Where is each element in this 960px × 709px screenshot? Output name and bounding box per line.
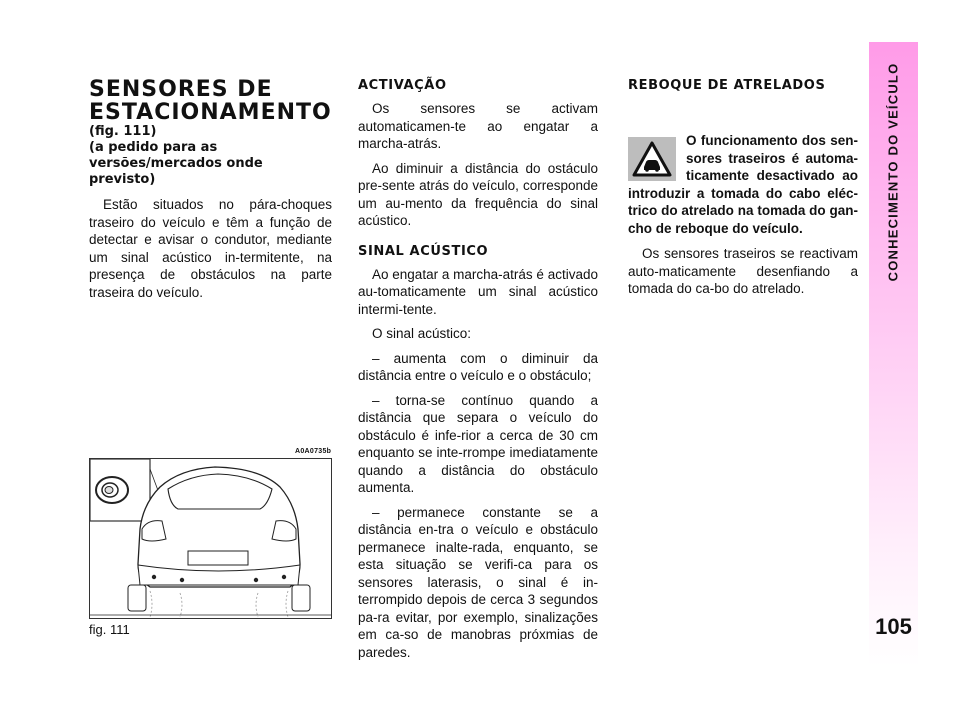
warning-text: O funcionamento dos sen-sores traseiros é automa-ticamente desactivado ao introduzir a tomada do cabo eléc-trico do atrelado na tomada do gan-cho de reboque do veículo. [628, 133, 858, 236]
signal-bullet-3: – permanece constante se a distância en-tra o veículo e obstáculo permanece inalte-rada, enquanto, se esta situação se verifi-ca para os sensores laterasis, o sinal é in-terrompido depois de cerca 3 segundos pa-ra evitar, por exemplo, sinalizações em ca-so de manobras próxmias de paredes. [358, 504, 598, 660]
section-title: CONHECIMENTO DO VEÍCULO [885, 62, 901, 282]
figure-code: A0A0735b [295, 448, 332, 455]
column-left [89, 78, 332, 308]
signal-paragraph-2: O sinal acústico: [372, 326, 472, 341]
page-title-line1: SENSORES DE [89, 77, 273, 102]
heading-trailer-towing: REBOQUE DE ATRELADOS [628, 78, 826, 93]
trailer-paragraph: Os sensores traseiros se reactivam auto-maticamente desenfiando a tomada do ca-bo do atrelado. [628, 246, 858, 296]
signal-bullet-2: – torna-se contínuo quando a distância que separa o veículo do obstáculo é infe-rior a cerca de 30 cm enquanto se inte-rrompe imediatamente quando a distância do obstáculo aumenta. [358, 392, 598, 495]
page-title-line2: ESTACIONAMENTO [89, 100, 332, 125]
activation-paragraph-2: Ao diminuir a distância do ostáculo pre-sente atrás do veículo, corresponde um au-mento da frequência do sinal acústico. [358, 160, 598, 228]
car-rear-illustration [90, 459, 332, 619]
subtitle-availability-2: versões/mercados onde previsto) [89, 156, 263, 187]
column-right [628, 78, 858, 305]
intro-paragraph: Estão situados no pára-choques traseiro do veículo e têm a função de detectar e avisar o condutor, mediante um sinal acústico in-termitente, na presença de obstáculos na parte traseira do veículo. [89, 197, 332, 300]
subtitle-availability-1: (a pedido para as [89, 140, 218, 155]
page-number: 105 [875, 614, 912, 639]
section-title-vertical [869, 42, 918, 292]
figure-parking-sensors [89, 458, 332, 619]
heading-acoustic-signal: SINAL ACÚSTICO [358, 243, 489, 259]
signal-bullet-1: – aumenta com o diminuir da distância entre o veículo e o obstáculo; [358, 350, 598, 383]
warning-triangle-car-icon [628, 137, 676, 181]
activation-paragraph-1: Os sensores se activam automaticamen-te ao engatar a marcha-atrás. [358, 101, 598, 151]
warning-block [628, 132, 858, 237]
subtitle-fig-ref: (fig. 111) [89, 124, 157, 139]
figure-caption: fig. 111 [89, 622, 130, 637]
column-middle [358, 78, 598, 668]
signal-paragraph-1: Ao engatar a marcha-atrás é activado au-tomaticamente um sinal acústico intermi-tente. [358, 266, 598, 317]
heading-activation: ACTIVAÇÃO [358, 78, 447, 93]
